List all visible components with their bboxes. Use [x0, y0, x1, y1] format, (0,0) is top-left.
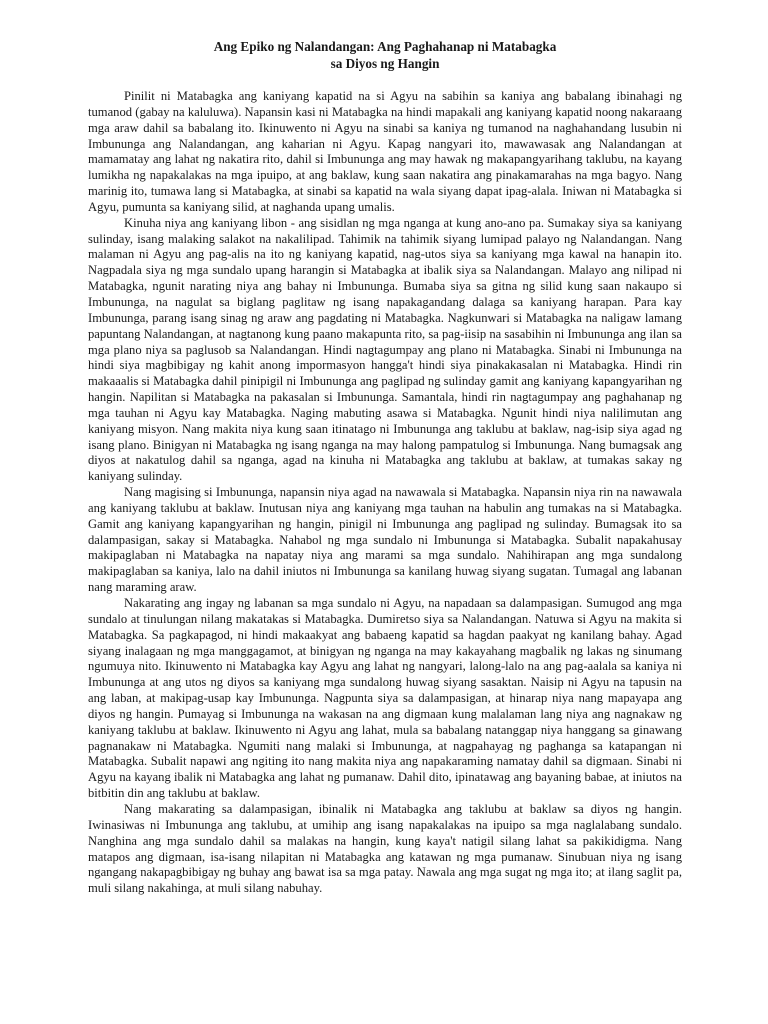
- paragraph-3: Nang magising si Imbununga, napansin niya agad na nawawala si Matabagka. Napansin niya rin na nawawala ang kaniyang taklubu at baklaw. Inutusan niya ang kaniyang mga tauhan na habulin ang tumakas na si Matabagka. Gamit ang kaniyang kapangyarihan ng hangin, pinigil ni Imbununga ang paglipad ng sulinday. Bumagsak ito sa dalampasigan, sakay si Matabagka. Nahabol ng mga sundalo ni Imbununga si Matabagka. Subalit napakahusay makipaglaban ni Matabagka na napatay niya ang marami sa mga sundalo. Nahihirapan ang mga sundalong makipaglaban sa kaniya, lalo na dahil iniutos ni Imbununga sa kanilang huwag siyang sugatan. Tumagal ang labanan nang maraming araw.: [88, 485, 682, 595]
- paragraph-1: Pinilit ni Matabagka ang kaniyang kapatid na si Agyu na sabihin sa kaniya ang babalang ibinahagi ng tumanod (gabay na kaluluwa). Napansin kasi ni Matabagka na hindi mapakali ang kaniyang kapatid noong nakaraang mga araw dahil sa babalang ito. Ikinuwento ni Agyu na sinabi sa kaniya ng tumanod na naghahandang lusubin ni Imbununga ang Nalandangan, ang kaharian ni Agyu. Kapag nangyari ito, mawawasak ang Nalandangan at mamamatay ang lahat ng nakatira rito, dahil si Imbununga ang may hawak ng makapangyarihang taklubu, na kayang lumikha ng napakalakas na mga ipuipo, at ang baklaw, kung saan nakatira ang pinakamarahas na mga bagyo. Nang marinig ito, tumawa lang si Matabagka, at sinabi sa kapatid na wala siyang dapat ipag-alala. Iniwan ni Matabagka si Agyu, pumunta sa kaniyang silid, at naghanda upang umalis.: [88, 89, 682, 214]
- paragraph-2: Kinuha niya ang kaniyang libon - ang sisidlan ng mga nganga at kung ano-ano pa. Sumakay siya sa kaniyang sulinday, isang malaking salakot na nakalilipad. Tahimik na tahimik siyang lumipad palayo ng Nalandangan. Nang malaman ni Agyu ang pag-alis na ito ng kaniyang kapatid, nag-utos siya sa kaniyang mga kawal na hanapin ito. Nagpadala siya ng mga sundalo upang harangin si Matabagka at ibalik siya sa Nalandangan. Malayo ang nilipad ni Matabagka, ngunit narating niya ang bahay ni Imbununga. Bumaba siya sa gitna ng silid kung saan nakaupo si Imbununga, na nagulat sa biglang paglitaw ng isang napakagandang dalaga sa kaniyang harapan. Para kay Imbununga, parang isang sinag ng araw ang pagdating ni Matabagka. Nagkunwari si Matabagka na naligaw lamang papuntang Nalandangan, at nagtanong kung paano makapunta rito, sa pag-iisip na sasabihin ni Imbununga ang ilan sa mga plano niya sa paglusob sa Nalandangan. Hindi nagtagumpay ang plano ni Matabagka. Sinabi ni Imbununga na hindi siya magbibigay ng kahit anong impormasyon hangga't hindi siya pinakakasalan ni Matabagka. Hindi rin makaaalis si Matabagka dahil pinipigil ni Imbununga ang paglipad ng sulinday gamit ang kaniyang kapangyarihan ng hangin. Napilitan si Matabagka na pakasalan si Imbununga. Samantala, hindi rin nagtagumpay ang paghahanap ng mga tauhan ni Agyu kay Matabagka. Naging mabuting asawa si Matabagka. Ngunit hindi niya nalilimutan ang kaniyang misyon. Nang makita niya kung saan itinatago ni Imbununga ang taklubu at baklaw, nag-isip siya agad ng isang plano. Binigyan ni Matabagka ng isang nganga na may halong pampatulog si Imbununga. Nang bumagsak ang diyos at nakatulog dahil sa nganga, agad na kinuha ni Matabagka ang taklubu at baklaw, at tumakas sakay ng kaniyang sulinday.: [88, 215, 682, 484]
- document-title: [88, 38, 682, 72]
- title-line-2: sa Diyos ng Hangin: [330, 56, 440, 71]
- document-page: [88, 38, 682, 897]
- paragraph-4: Nakarating ang ingay ng labanan sa mga sundalo ni Agyu, na napadaan sa dalampasigan. Sumugod ang mga sundalo at tinulungan nilang makatakas si Matabagka. Dumiretso siya sa Nalandangan. Natuwa si Agyu na makita si Matabagka. Sa pagkapagod, ni hindi makaakyat ang babaeng kapatid sa hagdan paakyat ng kanilang bahay. Agad siyang inalagaan ng mga manggagamot, at binigyan ng nganga na may kakayahang magbalik ng lakas ng sinumang ngumuya nito. Ikinuwento ni Matabagka kay Agyu ang lahat ng nangyari, lalong-lalo na ang pag-aalala sa kaniya ni Imbununga at ang utos ng diyos sa kaniyang mga sundalong huwag siyang sasaktan. Naisip ni Agyu na tapusin na ang laban, at makipag-usap kay Imbununga. Nagpunta siya sa dalampasigan, at hinarap niya nang mapayapa ang diyos ng hangin. Pumayag si Imbununga na wakasan na ang digmaan kung malalaman lang niya ang nagnakaw ng kaniyang taklubu at baklaw. Ikinuwento ni Agyu ang lahat, mula sa babalang natanggap niya hanggang sa ginawang pagnanakaw ni Matabagka. Ngumiti nang malaki si Imbununga, at nagpahayag ng paghanga sa katapangan ni Matabagka. Subalit napawi ang ngiting ito nang makita niya ang napakaraming namatay dahil sa digmaan. Sinabi ni Agyu na kayang ibalik ni Matabagka ang lahat ng pumanaw. Dahil dito, ipinatawag ang bayaning babae, at iniutos na bitbitin din ang taklubu at baklaw.: [88, 596, 682, 801]
- title-line-1: Ang Epiko ng Nalandangan: Ang Paghahanap ni Matabagka: [213, 39, 557, 54]
- paragraph-5: Nang makarating sa dalampasigan, ibinalik ni Matabagka ang taklubu at baklaw sa diyos ng hangin. Iwinasiwas ni Imbununga ang taklubu, at umihip ang isang napakalakas na ipuipo sa mga naglalabang sundalo. Nanghina ang mga sundalo dahil sa malakas na hangin, kung kaya't natigil silang lahat sa pakikidigma. Nang matapos ang digmaan, isa-isang nilapitan ni Matabagka ang katawan ng mga pumanaw. Sinubuan niya ng isang ngangang nakapagbibigay ng buhay ang bawat isa sa mga patay. Nawala ang mga sugat ng mga ito; at ilang saglit pa, muli silang nakahinga, at muli silang nabuhay.: [88, 801, 682, 896]
